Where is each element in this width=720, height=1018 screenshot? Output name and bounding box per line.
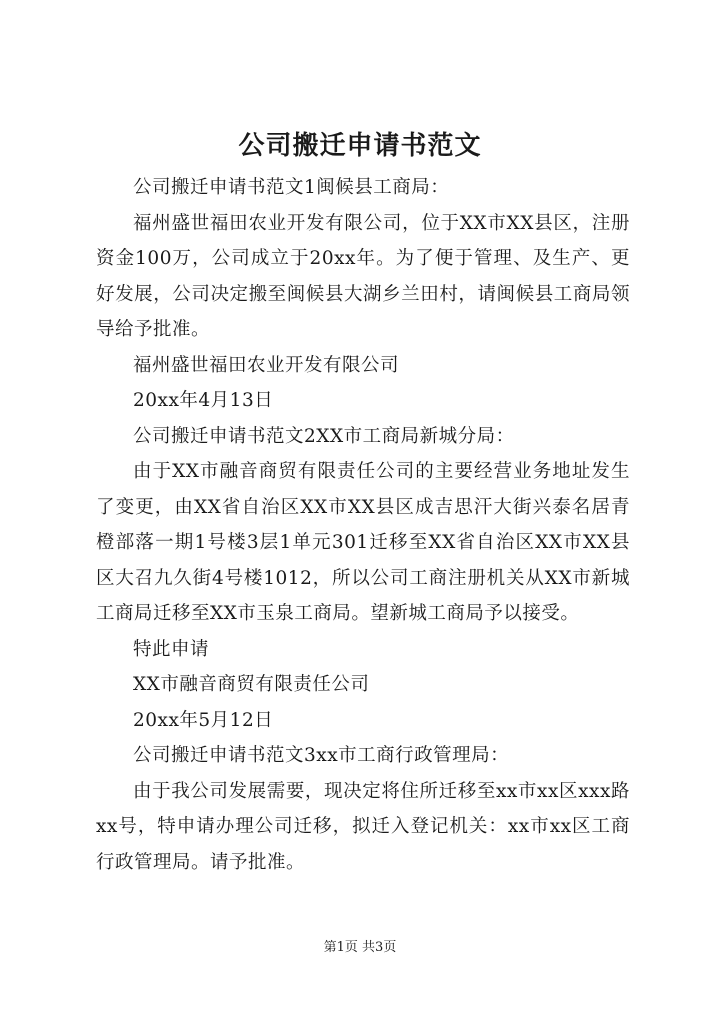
paragraph-sample2-body: 由于XX市融音商贸有限责任公司的主要经营业务地址发生了变更，由XX省自治区XX市XX县区成吉思汗大街兴泰名居青橙部落一期1号楼3层1单元301迁移至XX省自治区XX市XX县区大召九久街4号楼1012，所以公司工商注册机关从XX市新城工商局迁移至XX市玉泉工商局。望新城工商局予以接受。 <box>96 461 630 624</box>
paragraph-sample2-company: XX市融音商贸有限责任公司 <box>133 674 370 695</box>
paragraph-sample2-date: 20xx年5月12日 <box>133 709 274 731</box>
paragraph-sample2-closing: 特此申请 <box>133 638 210 660</box>
paragraph-sample3-body: 由于我公司发展需要，现决定将住所迁移至xx市xx区xxx路xx号，特申请办理公司迁移，拟迁入登记机关：xx市xx区工商行政管理局。请予批准。 <box>96 780 630 873</box>
paragraph-sample1-heading: 公司搬迁申请书范文1闽候县工商局： <box>133 177 450 198</box>
paragraph-sample1-company: 福州盛世福田农业开发有限公司 <box>133 354 400 376</box>
document-body <box>96 170 630 880</box>
page-number-footer: 第1页 共3页 <box>323 940 397 955</box>
paragraph-sample1-body: 福州盛世福田农业开发有限公司，位于XX市XX县区，注册资金100万，公司成立于20xx年。为了便于管理、及生产、更好发展，公司决定搬至闽候县大湖乡兰田村，请闽候县工商局领导给予批准。 <box>96 212 630 340</box>
document-title: 公司搬迁申请书范文 <box>238 131 482 161</box>
paragraph-sample3-heading: 公司搬迁申请书范文3xx市工商行政管理局： <box>133 745 510 766</box>
paragraph-sample1-date: 20xx年4月13日 <box>133 390 274 411</box>
paragraph-sample2-heading: 公司搬迁申请书范文2XX市工商局新城分局： <box>133 425 515 447</box>
